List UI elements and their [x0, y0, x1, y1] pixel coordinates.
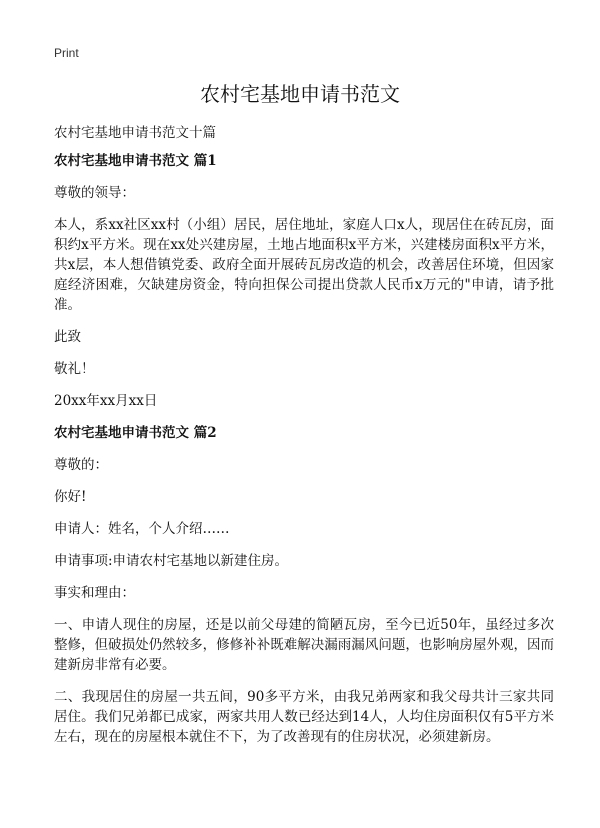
application-matter: 申请事项:申请农村宅基地以新建住房。	[54, 553, 289, 569]
body-paragraph: 二、我现居住的房屋一共五间，90多平方米，由我兄弟两家和我父母共计三家共同居住。我们兄弟都已成家，两家共用人数已经达到14人，人均住房面积仅有5平方米左右，现在的房屋根本就住不下，为了改善现有的住房状况，必须建新房。	[54, 689, 554, 745]
section-heading: 农村宅基地申请书范文 篇1	[54, 153, 217, 169]
body-paragraph: 本人，系xx社区xx村（小组）居民，居住地址，家庭人口x人，现居住在砖瓦房，面积约x平方米。现在xx处兴建房屋，土地占地面积x平方米，兴建楼房面积x平方米，共x层，本人想借镇党委、政府全面开展砖瓦房改造的机会，改善居住环境，但因家庭经济困难，欠缺建房资金，特向担保公司提出贷款人民币x万元的"申请，请予批准。	[54, 217, 554, 313]
applicant-line: 申请人：姓名，个人介绍……	[54, 521, 230, 537]
closing-regards: 敬礼！	[54, 361, 95, 377]
body-paragraph: 一、申请人现住的房屋，还是以前父母建的简陋瓦房，至今已近50年，虽经过多次整修，但破损处仍然较多，修修补补既难解决漏雨漏风问题，也影响房屋外观，因而建新房非常有必要。	[54, 617, 554, 673]
document-title: 农村宅基地申请书范文	[200, 82, 400, 106]
document-subtitle: 农村宅基地申请书范文十篇	[54, 125, 216, 141]
greeting: 你好!	[54, 489, 87, 505]
salutation: 尊敬的：	[54, 457, 108, 473]
date-line: 20xx年xx月xx日	[54, 393, 158, 409]
closing-line: 此致	[54, 329, 81, 345]
facts-heading: 事实和理由：	[54, 585, 135, 601]
print-label: Print	[54, 46, 79, 60]
document-body	[54, 151, 554, 759]
section-heading: 农村宅基地申请书范文 篇2	[54, 425, 217, 441]
salutation: 尊敬的领导：	[54, 185, 135, 201]
